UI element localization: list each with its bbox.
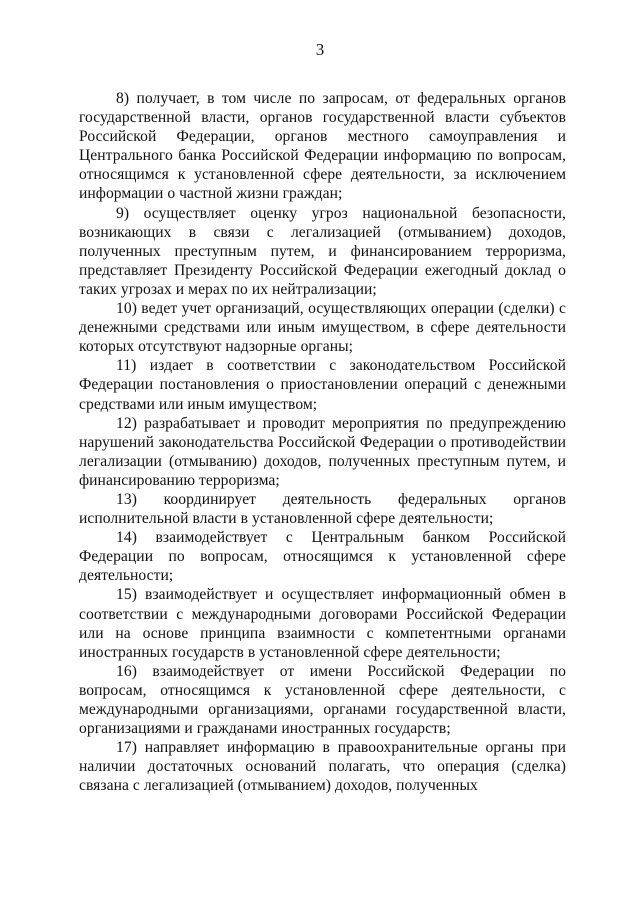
paragraph-item-13: 13) координирует деятельность федеральных органов исполнительной власти в установленной сфере деятельности; xyxy=(79,490,566,528)
document-body xyxy=(79,89,566,795)
paragraph-item-16: 16) взаимодействует от имени Российской Федерации по вопросам, относящимся к установленной сфере деятельности, с международными организациями, органами государственной власти, организациями и гражданами иностранных государств; xyxy=(79,662,566,738)
paragraph-item-15: 15) взаимодействует и осуществляет информационный обмен в соответствии с международными договорами Российской Федерации или на основе принципа взаимности с компетентными органами иностранных государств в установленной сфере деятельности; xyxy=(79,586,566,661)
paragraph-item-9: 9) осуществляет оценку угроз национальной безопасности, возникающих в связи с легализацией (отмыванием) доходов, полученных преступным путем, и финансированием терроризма, представляет Президенту Российской Федерации ежегодный доклад о таких угрозах и мерах по их нейтрализации; xyxy=(79,204,566,298)
paragraph-item-8: 8) получает, в том числе по запросам, от федеральных органов государственной власти, органов государственной власти субъектов Российской Федерации, органов местного самоуправления и Центрального банка Российской Федерации информацию по вопросам, относящимся к установленной сфере деятельности, за исключением информации о частной жизни граждан; xyxy=(79,90,566,203)
paragraph-item-17: 17) направляет информацию в правоохранительные органы при наличии достаточных оснований полагать, что операция (сделка) связана с легализацией (отмыванием) доходов, полученных xyxy=(79,739,566,795)
page-number: 3 xyxy=(315,40,325,59)
paragraph-item-10: 10) ведет учет организаций, осуществляющих операции (сделки) с денежными средствами или иным имуществом, в сфере деятельности которых отсутствуют надзорные органы; xyxy=(79,300,566,356)
paragraph-item-14: 14) взаимодействует с Центральным банком Российской Федерации по вопросам, относящимся к установленной сфере деятельности; xyxy=(79,529,566,585)
paragraph-item-12: 12) разрабатывает и проводит мероприятия по предупреждению нарушений законодательства Российской Федерации о противодействии легализации (отмыванию) доходов, полученных преступным путем, и финансированию терроризма; xyxy=(79,414,566,489)
paragraph-item-11: 11) издает в соответствии с законодательством Российской Федерации постановления о приостановлении операций с денежными средствами или иным имуществом; xyxy=(79,357,566,413)
